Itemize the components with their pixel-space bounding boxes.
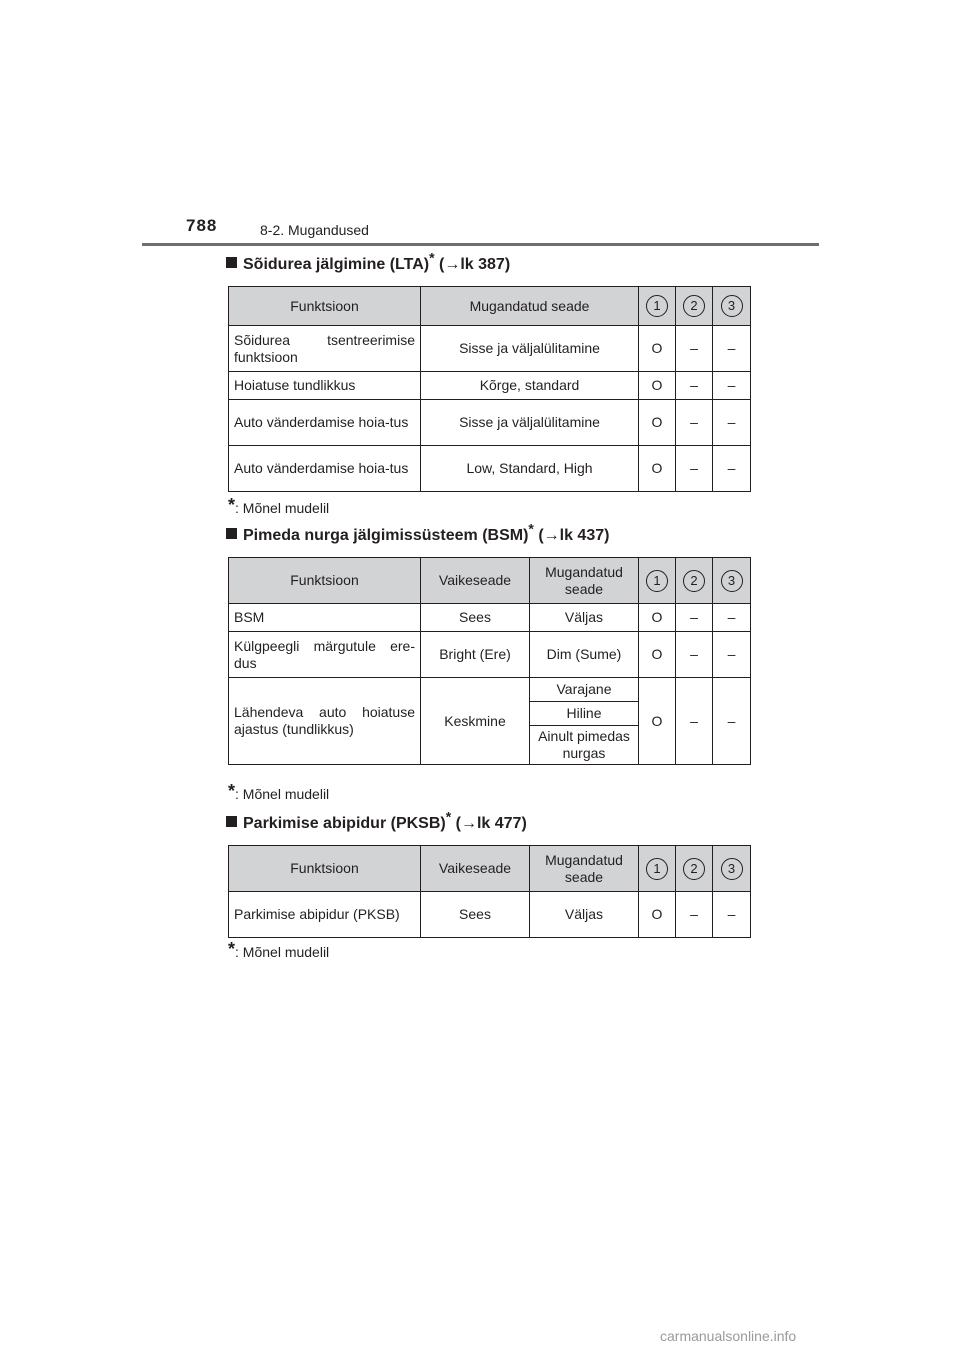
section-label: 8-2. Mugandused: [260, 222, 369, 238]
footnote-text: : Mõnel mudelil: [235, 944, 330, 960]
pksb-title: Parkimise abipidur (PKSB): [243, 815, 446, 832]
cell-c3: –: [713, 892, 751, 938]
cell-c2: –: [676, 632, 713, 678]
bsm-star: *: [528, 520, 534, 537]
cell-c1: O: [639, 678, 676, 765]
bullet-square-icon: [226, 528, 237, 539]
lta-table: [228, 286, 751, 492]
pksb-ref: (→lk 477): [455, 815, 527, 832]
bullet-square-icon: [226, 816, 237, 827]
cell-custom: Sisse ja väljalülitamine: [421, 326, 639, 372]
cell-c1: O: [639, 372, 676, 400]
cell-function: Auto vänderdamise hoia-tus: [229, 446, 421, 492]
footnote-text: : Mõnel mudelil: [235, 500, 330, 516]
cell-function: Külgpeegli märgutule ere-dus: [229, 632, 421, 678]
cell-default: Keskmine: [421, 678, 530, 765]
bsm-ref: (→lk 437): [538, 527, 610, 544]
col-header-2: [676, 558, 713, 604]
page-number: 788: [186, 216, 218, 235]
cell-option: Ainult pimedas nurgas: [530, 726, 639, 765]
col-header-default: Vaikeseade: [421, 846, 530, 892]
pksb-table: [228, 845, 751, 938]
cell-c2: –: [676, 678, 713, 765]
header-rule: [142, 243, 819, 246]
pksb-footnote: [228, 939, 330, 960]
cell-c1: O: [639, 446, 676, 492]
col-header-2: [676, 846, 713, 892]
table-row: [229, 372, 751, 400]
circled-1-icon: 1: [646, 858, 668, 880]
circled-2-icon: 2: [683, 295, 705, 317]
cell-default: Sees: [421, 892, 530, 938]
cell-c2: –: [676, 604, 713, 632]
cell-custom: Dim (Sume): [530, 632, 639, 678]
cell-c2: –: [676, 326, 713, 372]
cell-custom: Väljas: [530, 892, 639, 938]
cell-option: Varajane: [530, 678, 639, 702]
cell-custom: Low, Standard, High: [421, 446, 639, 492]
bsm-table: [228, 557, 751, 765]
cell-custom: Väljas: [530, 604, 639, 632]
circled-2-icon: 2: [683, 570, 705, 592]
lta-star: *: [429, 249, 435, 266]
table-header-row: [229, 846, 751, 892]
table-header-row: [229, 287, 751, 326]
footnote-star: *: [228, 781, 236, 801]
table-row: [229, 400, 751, 446]
bsm-footnote: [228, 781, 330, 802]
footnote-star: *: [228, 495, 236, 515]
cell-custom: Kõrge, standard: [421, 372, 639, 400]
pksb-heading: [226, 808, 527, 833]
watermark: carmanualsonline.info: [660, 1328, 797, 1344]
table-row: [229, 326, 751, 372]
lta-title: Sõidurea jälgimine (LTA): [243, 256, 430, 273]
lta-ref: (→lk 387): [439, 256, 511, 273]
cell-c3: –: [713, 372, 751, 400]
cell-c1: O: [639, 892, 676, 938]
table-row: [229, 604, 751, 632]
circled-2-icon: 2: [683, 858, 705, 880]
cell-c1: O: [639, 632, 676, 678]
cell-c1: O: [639, 400, 676, 446]
col-header-function: Funktsioon: [229, 558, 421, 604]
table-row: [229, 632, 751, 678]
cell-function: Auto vänderdamise hoia-tus: [229, 400, 421, 446]
cell-c1: O: [639, 604, 676, 632]
cell-c3: –: [713, 604, 751, 632]
col-header-3: [713, 846, 751, 892]
col-header-custom: Mugandatud seade: [530, 558, 639, 604]
col-header-2: [676, 287, 713, 326]
col-header-function: Funktsioon: [229, 287, 421, 326]
cell-c3: –: [713, 326, 751, 372]
table-row: [229, 678, 751, 702]
cell-option: Hiline: [530, 702, 639, 726]
table-row: [229, 446, 751, 492]
cell-custom: Sisse ja väljalülitamine: [421, 400, 639, 446]
cell-c2: –: [676, 372, 713, 400]
cell-function: Parkimise abipidur (PKSB): [229, 892, 421, 938]
col-header-custom: Mugandatud seade: [530, 846, 639, 892]
col-header-1: [639, 287, 676, 326]
circled-1-icon: 1: [646, 295, 668, 317]
cell-function: Lähendeva auto hoiatuse ajastus (tundlikkus): [229, 678, 421, 765]
bsm-title: Pimeda nurga jälgimissüsteem (BSM): [243, 527, 529, 544]
footnote-star: *: [228, 939, 236, 959]
cell-c2: –: [676, 400, 713, 446]
circled-3-icon: 3: [721, 570, 743, 592]
footnote-text: : Mõnel mudelil: [235, 786, 330, 802]
lta-heading: [226, 249, 511, 274]
cell-function: BSM: [229, 604, 421, 632]
cell-c2: –: [676, 892, 713, 938]
cell-c3: –: [713, 400, 751, 446]
cell-c3: –: [713, 632, 751, 678]
bsm-heading: [226, 520, 610, 545]
cell-default: Bright (Ere): [421, 632, 530, 678]
col-header-1: [639, 846, 676, 892]
cell-c2: –: [676, 446, 713, 492]
cell-c3: –: [713, 678, 751, 765]
cell-c3: –: [713, 446, 751, 492]
circled-1-icon: 1: [646, 570, 668, 592]
col-header-custom: Mugandatud seade: [421, 287, 639, 326]
col-header-function: Funktsioon: [229, 846, 421, 892]
table-header-row: [229, 558, 751, 604]
cell-default: Sees: [421, 604, 530, 632]
cell-function: Sõidurea tsentreerimise funktsioon: [229, 326, 421, 372]
pksb-star: *: [445, 808, 452, 825]
circled-3-icon: 3: [721, 295, 743, 317]
table-row: [229, 892, 751, 938]
col-header-3: [713, 287, 751, 326]
col-header-1: [639, 558, 676, 604]
col-header-default: Vaikeseade: [421, 558, 530, 604]
cell-function: Hoiatuse tundlikkus: [229, 372, 421, 400]
bullet-square-icon: [226, 257, 237, 268]
circled-3-icon: 3: [721, 858, 743, 880]
lta-footnote: [228, 495, 330, 516]
cell-c1: O: [639, 326, 676, 372]
col-header-3: [713, 558, 751, 604]
